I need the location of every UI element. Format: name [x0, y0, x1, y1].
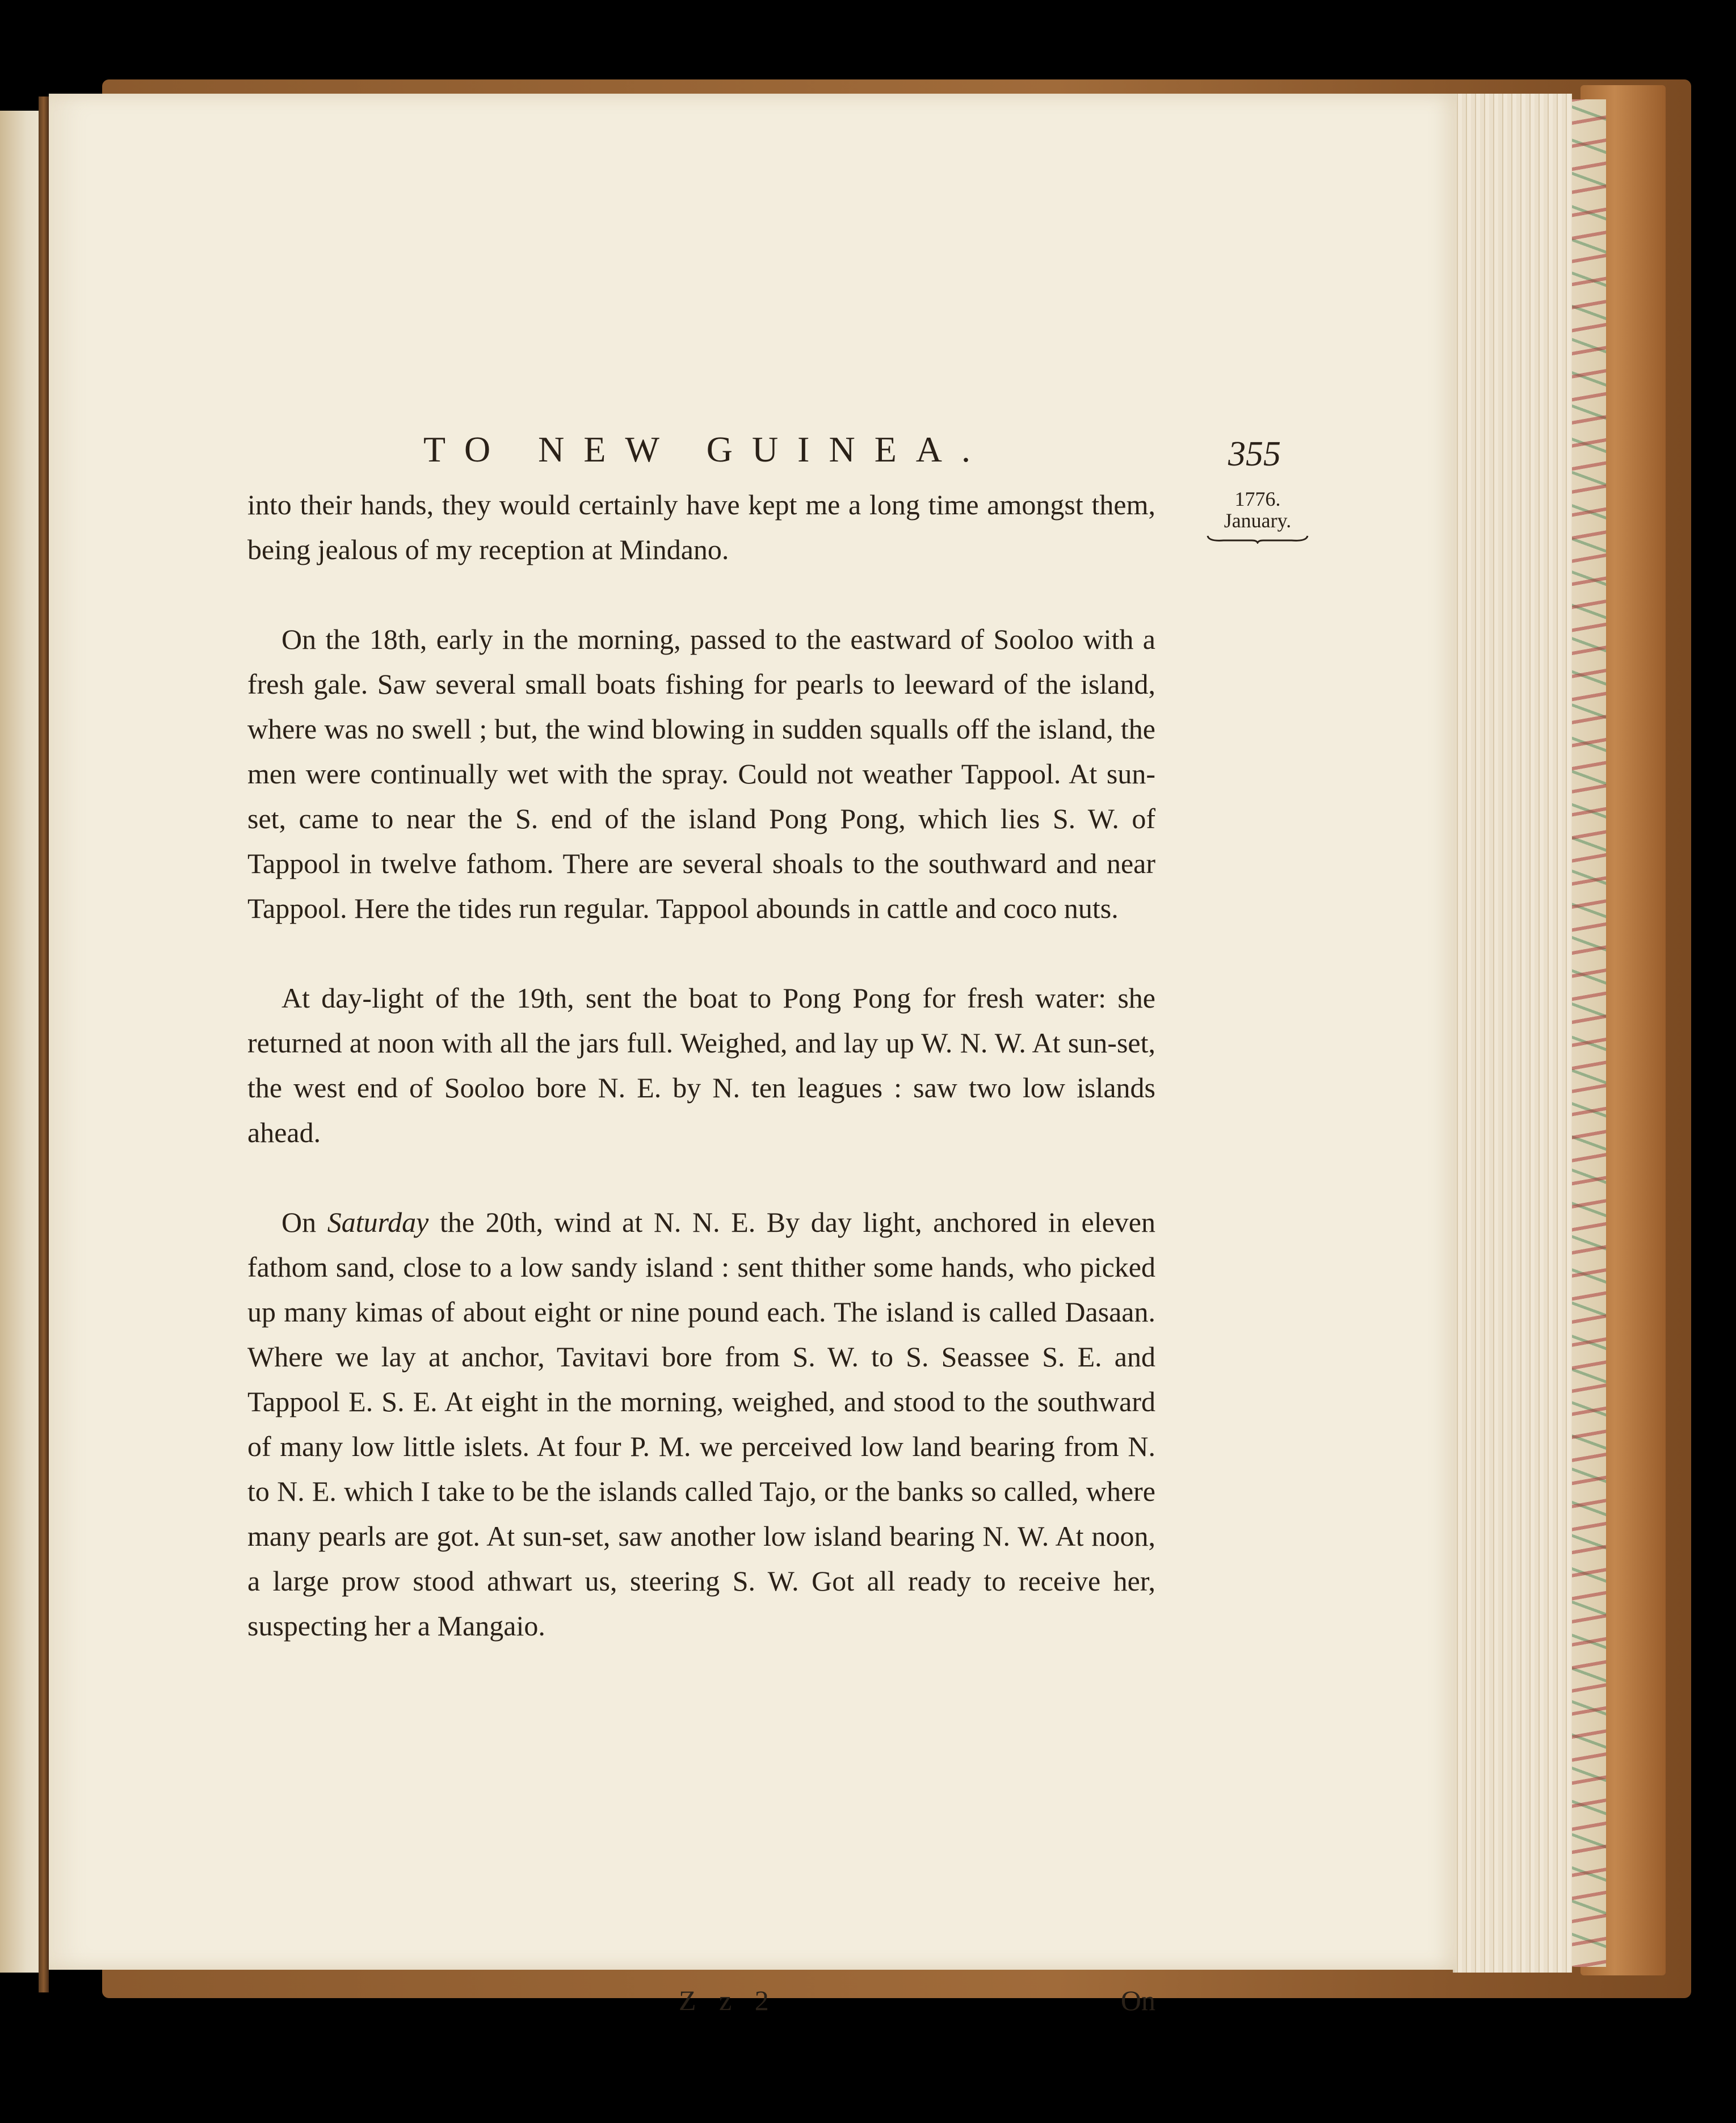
book-gutter — [39, 96, 49, 1992]
page-content — [196, 338, 1331, 2016]
paragraph-continuation: into their hands, they would certainly have kept me a long time amongst them, being jealous of my reception at Mindano. — [247, 489, 1155, 565]
catchword: On — [1120, 1984, 1155, 2016]
running-head-title: TO NEW GUINEA. — [423, 429, 990, 469]
marginal-month: January. — [1224, 509, 1292, 532]
page-footer — [247, 1984, 1155, 2029]
paragraph-20th-lead: On — [281, 1206, 327, 1238]
paragraph-20th-text: the 20th, wind at N. N. E. By day light, anchored in eleven fathom sand, close to a low sandy island : sent thither some hands, who picked up many kimas of about eight or nine pound each. The island is called Dasaan. Where we lay at anchor, Tavitavi bore from S. W. to S. Seassee S. E. and Tappool E. S. E. At eight in the morning, weighed, and stood to the southward of many low little islets. At four P. M. we perceived low land bearing from N. to N. E. which I take to be the islands called Tajo, or the banks so called, where many pearls are got. At sun-set, saw another low island bearing N. W. At noon, a large prow stood athwart us, steering S. W. Got all ready to receive her, suspecting her a Mangaio. — [247, 1206, 1155, 1642]
paragraph-19th: At day-light of the 19th, sent the boat to Pong Pong for fresh water: she returned at noon with all the jars full. Weighed, and lay up W. N. W. At sun-set, the west end of Sooloo bore N. E. by N. ten leagues : saw two low islands ahead. — [247, 982, 1155, 1148]
paragraph-20th-day: Saturday — [327, 1206, 429, 1238]
paragraph-18th: On the 18th, early in the morning, passed to the eastward of Sooloo with a fresh gale. Saw several small boats fishing for pearls to leeward of the island, where was no swell ; but, the wind blowing in sudden squalls off the island, the men were continually wet with the spray. Could not weather Tappool. At sun-set, came to near the S. end of the island Pong Pong, which lies S. W. of Tappool in twelve fathom. There are several shoals to the southward and near Tappool. Here the tides run regular. Tappool abounds in cattle and coco nuts. — [247, 623, 1155, 924]
body-text — [247, 482, 1155, 1648]
page-number: 355 — [1228, 435, 1281, 473]
running-head — [196, 429, 1331, 480]
signature-mark: Z z 2 — [679, 1984, 777, 2016]
marginal-year: 1776. — [1234, 488, 1281, 510]
marbled-endpaper — [1566, 99, 1606, 1967]
page-edges — [1453, 94, 1572, 1973]
paragraph-20th — [247, 1200, 1155, 1648]
brace-icon — [1207, 534, 1309, 544]
book-page — [49, 94, 1456, 2016]
marginal-date-note — [1172, 488, 1343, 544]
